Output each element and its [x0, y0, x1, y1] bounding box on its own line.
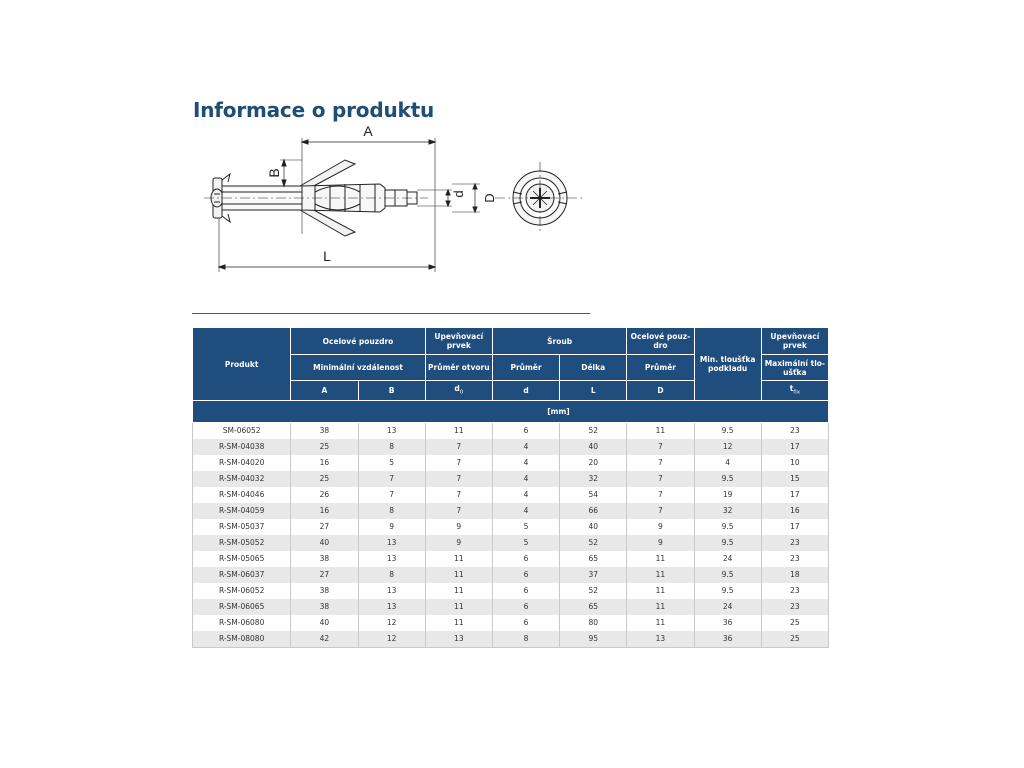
header-prumer-otvoru: Průměr otvoru: [425, 355, 492, 381]
table-cell: 17: [761, 519, 828, 535]
table-cell: 13: [358, 599, 425, 615]
table-cell: 11: [425, 551, 492, 567]
table-cell: 7: [425, 487, 492, 503]
table-cell: 7: [627, 471, 694, 487]
header-unit: [mm]: [193, 401, 829, 423]
table-cell: 11: [425, 615, 492, 631]
table-cell: 9.5: [694, 535, 761, 551]
table-cell: 80: [560, 615, 627, 631]
table-cell: 11: [627, 567, 694, 583]
table-cell: 7: [425, 439, 492, 455]
header-sym-B: B: [358, 381, 425, 401]
cell-produkt: R-SM-05065: [193, 551, 291, 567]
table-cell: 15: [761, 471, 828, 487]
table-cell: 6: [492, 615, 559, 631]
label-B: B: [266, 168, 282, 178]
table-cell: 17: [761, 487, 828, 503]
header-max-tloustka: Maximální tlo-ušťka: [761, 355, 828, 381]
table-cell: 7: [425, 503, 492, 519]
cell-produkt: R-SM-04059: [193, 503, 291, 519]
table-row: [193, 599, 829, 615]
table-cell: 12: [358, 615, 425, 631]
table-cell: 7: [627, 503, 694, 519]
table-row: [193, 503, 829, 519]
header-sroub: Šroub: [492, 328, 626, 355]
header-sym-d0: $d_0$: [425, 381, 492, 401]
table-cell: 11: [627, 551, 694, 567]
table-cell: 38: [291, 599, 358, 615]
table-cell: 5: [492, 535, 559, 551]
table-cell: 17: [761, 439, 828, 455]
table-cell: 4: [492, 487, 559, 503]
cell-produkt: R-SM-05037: [193, 519, 291, 535]
table-cell: 23: [761, 583, 828, 599]
table-cell: 8: [492, 631, 559, 648]
table-cell: 40: [560, 519, 627, 535]
table-cell: 36: [694, 615, 761, 631]
cell-produkt: R-SM-05052: [193, 535, 291, 551]
table-cell: 13: [627, 631, 694, 648]
table-cell: 37: [560, 567, 627, 583]
table-cell: 7: [425, 471, 492, 487]
table-cell: 11: [627, 615, 694, 631]
header-min-tloustka: Min. tloušťka podkladu: [694, 328, 761, 401]
table-cell: 13: [358, 583, 425, 599]
table-cell: 23: [761, 423, 828, 440]
table-cell: 6: [492, 551, 559, 567]
table-cell: 36: [694, 631, 761, 648]
table-cell: 23: [761, 551, 828, 567]
table-cell: 9.5: [694, 583, 761, 599]
table-row: [193, 615, 829, 631]
table-cell: 16: [291, 503, 358, 519]
cell-produkt: R-SM-06037: [193, 567, 291, 583]
table-cell: 95: [560, 631, 627, 648]
table-cell: 4: [492, 471, 559, 487]
header-prumer-sroub: Průměr: [492, 355, 559, 381]
table-row: [193, 519, 829, 535]
table-cell: 65: [560, 551, 627, 567]
cell-produkt: R-SM-04032: [193, 471, 291, 487]
cell-produkt: R-SM-06052: [193, 583, 291, 599]
table-cell: 6: [492, 583, 559, 599]
header-produkt: Produkt: [193, 328, 291, 401]
table-cell: 25: [761, 615, 828, 631]
header-prumer-pouzdro: Průměr: [627, 355, 694, 381]
cell-produkt: R-SM-06065: [193, 599, 291, 615]
header-sym-A: A: [291, 381, 358, 401]
table-cell: 7: [358, 471, 425, 487]
table-cell: 52: [560, 535, 627, 551]
header-ocelove-pouzdro-2: Ocelové pouz-dro: [627, 328, 694, 355]
table-cell: 23: [761, 535, 828, 551]
table-cell: 18: [761, 567, 828, 583]
table-cell: 13: [425, 631, 492, 648]
table-cell: 24: [694, 599, 761, 615]
table-row: [193, 567, 829, 583]
table-cell: 9: [627, 535, 694, 551]
table-row: [193, 631, 829, 648]
table-cell: 24: [694, 551, 761, 567]
table-cell: 11: [627, 583, 694, 599]
table-cell: 27: [291, 519, 358, 535]
header-ocelove-pouzdro: Ocelové pouzdro: [291, 328, 425, 355]
table-cell: 10: [761, 455, 828, 471]
header-min-vzdalenost: Minimální vzdálenost: [291, 355, 425, 381]
table-cell: 54: [560, 487, 627, 503]
table-cell: 9.5: [694, 471, 761, 487]
table-cell: 11: [425, 423, 492, 440]
table-cell: 4: [694, 455, 761, 471]
table-cell: 11: [425, 567, 492, 583]
table-cell: 23: [761, 599, 828, 615]
table-cell: 6: [492, 599, 559, 615]
table-row: [193, 455, 829, 471]
cell-produkt: SM-06052: [193, 423, 291, 440]
table-cell: 13: [358, 423, 425, 440]
table-cell: 8: [358, 439, 425, 455]
label-D: D: [482, 193, 497, 203]
header-upevnovaci-prvek-2: Upevňovací prvek: [761, 328, 828, 355]
table-cell: 32: [694, 503, 761, 519]
table-cell: 7: [627, 455, 694, 471]
table-cell: 25: [761, 631, 828, 648]
cell-produkt: R-SM-08080: [193, 631, 291, 648]
label-A: A: [363, 123, 373, 139]
table-cell: 9: [627, 519, 694, 535]
table-cell: 52: [560, 583, 627, 599]
table-row: [193, 535, 829, 551]
table-cell: 8: [358, 503, 425, 519]
table-cell: 8: [358, 567, 425, 583]
table-cell: 38: [291, 423, 358, 440]
table-cell: 9: [425, 519, 492, 535]
table-cell: 9.5: [694, 423, 761, 440]
table-cell: 19: [694, 487, 761, 503]
label-L: L: [323, 248, 331, 264]
table-cell: 12: [694, 439, 761, 455]
table-cell: 5: [492, 519, 559, 535]
table-cell: 40: [291, 615, 358, 631]
table-cell: 4: [492, 503, 559, 519]
product-table: [192, 327, 829, 648]
table-cell: 6: [492, 423, 559, 440]
table-body: [193, 423, 829, 648]
header-sym-D: D: [627, 381, 694, 401]
table-cell: 7: [358, 487, 425, 503]
header-upevnovaci-prvek: Upevňovací prvek: [425, 328, 492, 355]
table-cell: 25: [291, 471, 358, 487]
table-cell: 27: [291, 567, 358, 583]
table-cell: 26: [291, 487, 358, 503]
header-sym-d: d: [492, 381, 559, 401]
table-cell: 20: [560, 455, 627, 471]
table-cell: 40: [560, 439, 627, 455]
table-cell: 42: [291, 631, 358, 648]
table-cell: 38: [291, 583, 358, 599]
table-cell: 4: [492, 439, 559, 455]
table-cell: 11: [627, 599, 694, 615]
table-cell: 4: [492, 455, 559, 471]
table-cell: 32: [560, 471, 627, 487]
table-cell: 16: [291, 455, 358, 471]
table-cell: 12: [358, 631, 425, 648]
table-cell: 52: [560, 423, 627, 440]
table-cell: 40: [291, 535, 358, 551]
table-cell: 38: [291, 551, 358, 567]
table-row: [193, 551, 829, 567]
cell-produkt: R-SM-04046: [193, 487, 291, 503]
table-cell: 16: [761, 503, 828, 519]
cell-produkt: R-SM-04020: [193, 455, 291, 471]
table-cell: 7: [627, 487, 694, 503]
anchor-diagram: [190, 122, 610, 282]
table-row: [193, 583, 829, 599]
page-title: Informace o produktu: [193, 98, 434, 122]
table-cell: 11: [425, 583, 492, 599]
table-row: [193, 487, 829, 503]
divider-line: [192, 313, 590, 314]
table-cell: 5: [358, 455, 425, 471]
cell-produkt: R-SM-06080: [193, 615, 291, 631]
label-d: d: [451, 190, 466, 198]
table-cell: 25: [291, 439, 358, 455]
table-cell: 65: [560, 599, 627, 615]
table-cell: 7: [627, 439, 694, 455]
header-delka: Délka: [560, 355, 627, 381]
table-cell: 11: [425, 599, 492, 615]
table-cell: 9: [358, 519, 425, 535]
table-cell: 13: [358, 535, 425, 551]
cell-produkt: R-SM-04038: [193, 439, 291, 455]
table-cell: 6: [492, 567, 559, 583]
table-row: [193, 423, 829, 440]
table-cell: 9.5: [694, 519, 761, 535]
table-cell: 13: [358, 551, 425, 567]
table-cell: 66: [560, 503, 627, 519]
table-cell: 9: [425, 535, 492, 551]
header-sym-L: L: [560, 381, 627, 401]
table-cell: 11: [627, 423, 694, 440]
table-row: [193, 439, 829, 455]
table-cell: 9.5: [694, 567, 761, 583]
header-sym-tfix: $t_{fix}$: [761, 381, 828, 401]
table-cell: 7: [425, 455, 492, 471]
table-row: [193, 471, 829, 487]
